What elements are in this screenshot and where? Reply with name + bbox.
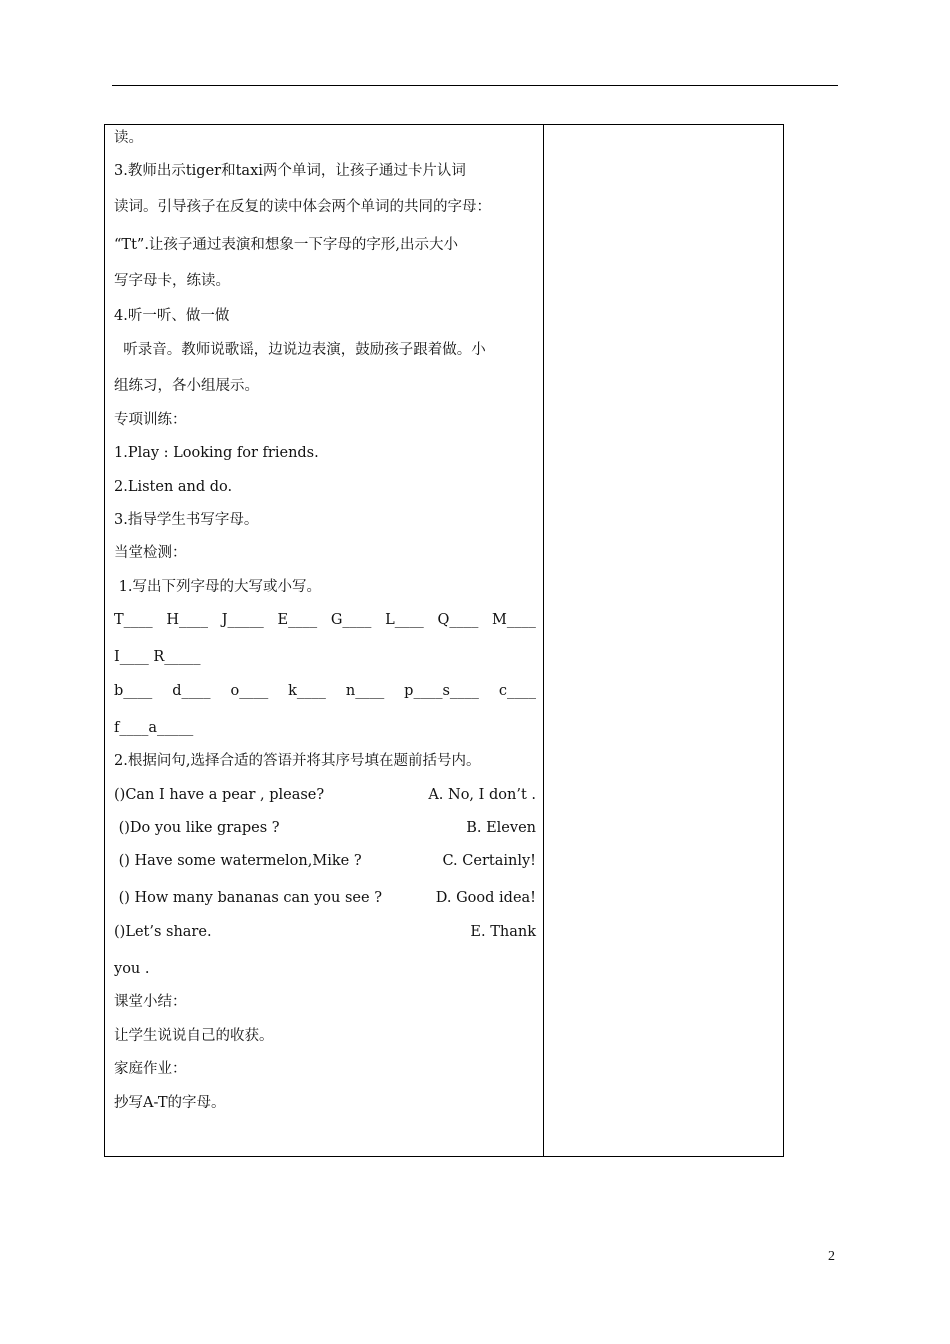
lowercase-letter-row: [114, 682, 536, 700]
letter-blank: J_____: [221, 612, 264, 628]
text-line: 1.写出下列字母的大写或小写。: [114, 579, 321, 595]
letter-blank: n____: [345, 683, 385, 699]
table-column-divider: [543, 124, 544, 1157]
text-line: 抄写A-T的字母。: [114, 1095, 226, 1111]
section-heading: 专项训练：: [114, 412, 187, 428]
section-heading: 当堂检测：: [114, 545, 187, 561]
uppercase-letter-row: [114, 611, 536, 629]
letter-blank: E____: [277, 612, 318, 628]
letter-blank: H____: [166, 612, 209, 628]
question-row: [114, 819, 536, 837]
text-line: 读。: [114, 130, 143, 146]
question-text: ()Do you like grapes ?: [114, 820, 280, 836]
letter-blank: c____: [498, 683, 536, 699]
question-row: [114, 889, 536, 907]
answer-option: D. Good idea!: [435, 890, 536, 906]
answer-option: C. Certainly!: [442, 853, 536, 869]
letter-blank: T____: [114, 612, 153, 628]
page-number: 2: [828, 1249, 835, 1264]
text-line: 写字母卡，练读。: [114, 273, 230, 289]
question-text: () How many bananas can you see ?: [114, 890, 382, 906]
letter-blank: b____: [114, 683, 153, 699]
question-text: ()Let’s share.: [114, 924, 212, 940]
text-line: “Tt”.让孩子通过表演和想象一下字母的字形,出示大小: [114, 237, 459, 253]
question-row: [114, 852, 536, 870]
question-row: [114, 923, 536, 941]
question-text: ()Can I have a pear , please?: [114, 787, 325, 803]
text-line: 2.根据问句,选择合适的答语并将其序号填在题前括号内。: [114, 753, 481, 769]
letter-blank: d____: [172, 683, 211, 699]
text-line: 1.Play : Looking for friends.: [114, 445, 319, 461]
letter-blank: p____s____: [404, 683, 479, 699]
letter-blank: o____: [230, 683, 269, 699]
text-line: 3.教师出示tiger和taxi两个单词，让孩子通过卡片认词: [114, 163, 466, 179]
section-heading: 课堂小结：: [114, 994, 187, 1010]
text-line: f____a_____: [114, 720, 194, 736]
text-line: 让学生说说自己的收获。: [114, 1028, 274, 1044]
letter-blank: M____: [492, 612, 536, 628]
letter-blank: Q____: [437, 612, 479, 628]
text-line: 组练习，各小组展示。: [114, 378, 259, 394]
answer-option: E. Thank: [470, 924, 536, 940]
answer-option: B. Eleven: [466, 820, 536, 836]
section-heading: 家庭作业：: [114, 1061, 187, 1077]
text-line: 听录音。教师说歌谣，边说边表演，鼓励孩子跟着做。小: [114, 342, 486, 358]
letter-blank: L____: [385, 612, 424, 628]
header-rule: [112, 85, 838, 86]
text-line: 4.听一听、做一做: [114, 308, 230, 324]
text-line: 3.指导学生书写字母。: [114, 512, 259, 528]
question-row: [114, 786, 536, 804]
text-line: 读词。引导孩子在反复的读中体会两个单词的共同的字母：: [114, 199, 491, 215]
text-line: 2.Listen and do.: [114, 479, 233, 495]
question-text: () Have some watermelon,Mike ?: [114, 853, 362, 869]
text-line: you .: [114, 961, 150, 977]
letter-blank: G____: [330, 612, 372, 628]
text-line: I____ R_____: [114, 649, 201, 665]
letter-blank: k____: [288, 683, 326, 699]
answer-option: A. No, I don’t .: [428, 787, 536, 803]
